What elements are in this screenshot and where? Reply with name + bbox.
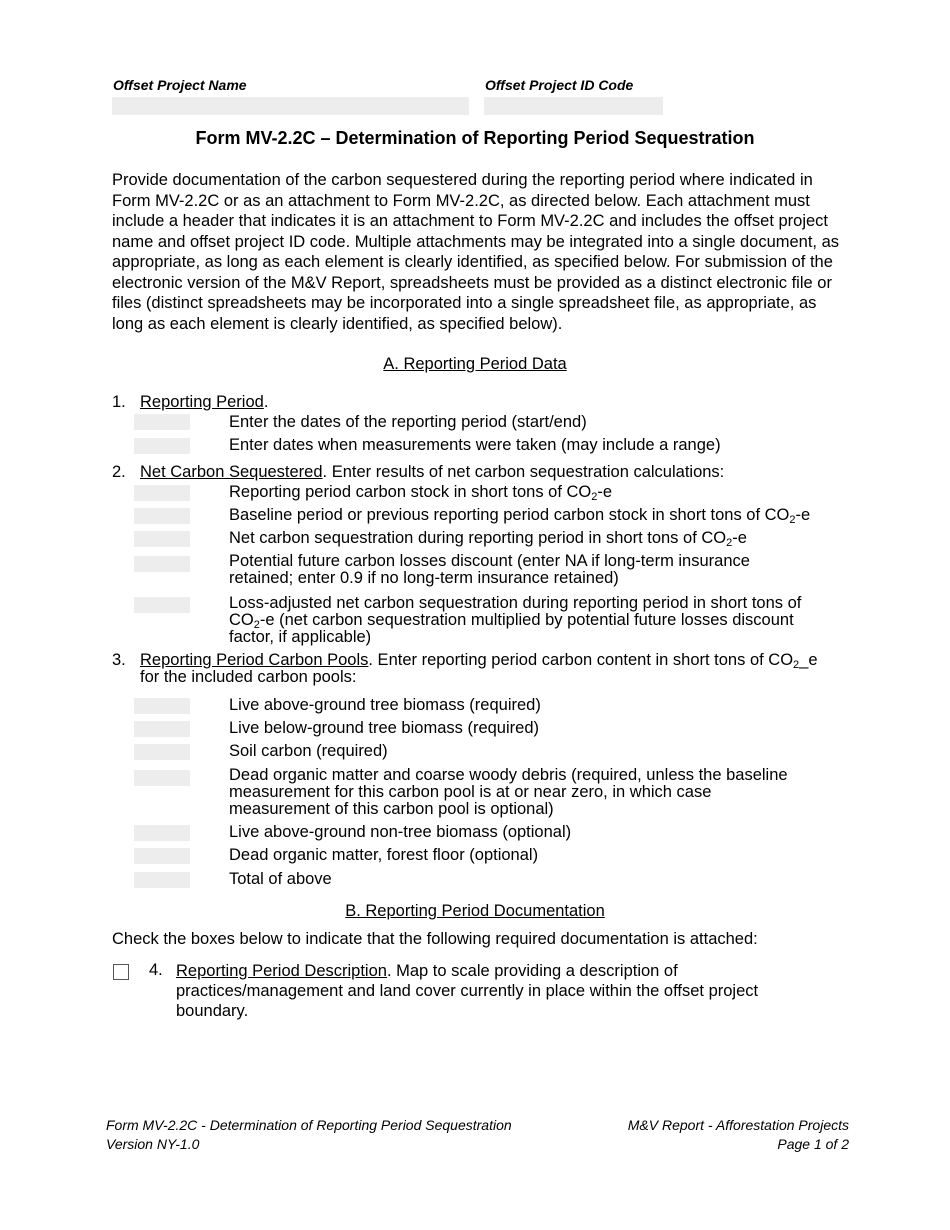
- item-2-number: 2.: [112, 463, 126, 481]
- reporting-carbon-stock-input[interactable]: [134, 485, 190, 501]
- item-1-number: 1.: [112, 393, 126, 411]
- item-1-title: Reporting Period: [140, 393, 264, 411]
- footer-page-number: Page 1 of 2: [777, 1136, 849, 1152]
- item-4-text: Reporting Period Description. Map to scale providing a description of practices/management and land cover currently in place within the offset project boundary.: [176, 962, 759, 1020]
- dead-organic-matter-label: Dead organic matter and coarse woody debris (required, unless the baseline measurement for this carbon pool is at or near zero, in which case measurement of this carbon pool is optional): [229, 766, 788, 818]
- item-2-heading: [140, 464, 724, 481]
- reporting-period-dates-label: Enter the dates of the reporting period (start/end): [229, 413, 587, 431]
- footer-form-name: Form MV-2.2C - Determination of Reporting Period Sequestration: [106, 1117, 512, 1133]
- project-id-input[interactable]: [484, 97, 663, 115]
- project-name-input[interactable]: [112, 97, 469, 115]
- item-4-checkbox[interactable]: [113, 964, 129, 980]
- footer-report-name: M&V Report - Afforestation Projects: [627, 1117, 849, 1133]
- item-4-title: Reporting Period Description: [176, 962, 387, 980]
- project-name-label: Offset Project Name: [113, 77, 247, 93]
- intro-paragraph: Provide documentation of the carbon sequestered during the reporting period where indicated in Form MV-2.2C or as an attachment to Form MV-2.2C, as directed below. Each attachment must include a header that indicates it is an attachment to Form MV-2.2C and includes the offset project name and offset project ID code. Multiple attachments may be integrated into a single document, as appropriate, as long as each element is clearly identified, as specified below. For submission of the electronic version of the M&V Report, spreadsheets must be provided as a distinct electronic file or files (distinct spreadsheets may be incorporated into a single spreadsheet file, as appropriate, as long as each element is clearly identified, as specified below).: [112, 171, 840, 333]
- section-b-heading: B. Reporting Period Documentation: [345, 902, 605, 920]
- loss-adjusted-sequestration-input[interactable]: [134, 597, 190, 613]
- below-ground-tree-biomass-label: Live below-ground tree biomass (required): [229, 719, 539, 737]
- total-label: Total of above: [229, 870, 332, 888]
- measurement-dates-input[interactable]: [134, 438, 190, 454]
- item-3-number: 3.: [112, 651, 126, 669]
- item-1-suffix: .: [263, 393, 269, 411]
- future-losses-discount-label: Potential future carbon losses discount (enter NA if long-term insurance retained; enter 0.9 if no long-term insurance retained): [229, 552, 750, 587]
- soil-carbon-label: Soil carbon (required): [229, 742, 388, 760]
- forest-floor-input[interactable]: [134, 848, 190, 864]
- item-2-title: Net Carbon Sequestered: [140, 463, 323, 481]
- above-ground-non-tree-biomass-input[interactable]: [134, 825, 190, 841]
- above-ground-tree-biomass-label: Live above-ground tree biomass (required): [229, 696, 541, 714]
- total-input[interactable]: [134, 872, 190, 888]
- net-carbon-sequestration-label: Net carbon sequestration during reporting period in short tons of $CO_2-e$: [229, 529, 747, 549]
- footer-version: Version NY-1.0: [106, 1136, 200, 1152]
- item-2-suffix: . Enter results of net carbon sequestration calculations:: [322, 463, 725, 481]
- section-a-heading: A. Reporting Period Data: [383, 355, 567, 373]
- item-3-title: Reporting Period Carbon Pools: [140, 651, 369, 669]
- footer-left: [106, 1116, 512, 1154]
- below-ground-tree-biomass-input[interactable]: [134, 721, 190, 737]
- item-1-heading: [140, 394, 268, 411]
- section-b-instruction: Check the boxes below to indicate that the following required documentation is attached:: [112, 930, 758, 948]
- above-ground-tree-biomass-input[interactable]: [134, 698, 190, 714]
- measurement-dates-label: Enter dates when measurements were taken (may include a range): [229, 436, 721, 454]
- above-ground-non-tree-biomass-label: Live above-ground non-tree biomass (optional): [229, 823, 572, 841]
- loss-adjusted-sequestration-label: Loss-adjusted net carbon sequestration during reporting period in short tons of $CO_2-e$ (net carbon sequestration multiplied by potential future losses discount factor, if applicable): [229, 594, 802, 646]
- project-id-label: Offset Project ID Code: [485, 77, 634, 93]
- reporting-carbon-stock-label: Reporting period carbon stock in short tons of $CO_2-e$: [229, 483, 613, 503]
- forest-floor-label: Dead organic matter, forest floor (optional): [229, 846, 539, 864]
- net-carbon-sequestration-input[interactable]: [134, 531, 190, 547]
- soil-carbon-input[interactable]: [134, 744, 190, 760]
- item-4-number: 4.: [149, 961, 163, 979]
- baseline-carbon-stock-label: Baseline period or previous reporting period carbon stock in short tons of $CO_2-e$: [229, 506, 811, 526]
- dead-organic-matter-input[interactable]: [134, 770, 190, 786]
- reporting-period-dates-input[interactable]: [134, 414, 190, 430]
- footer-right: [628, 1116, 849, 1154]
- baseline-carbon-stock-input[interactable]: [134, 508, 190, 524]
- form-title: Form MV-2.2C – Determination of Reporting Period Sequestration: [195, 128, 755, 148]
- item-3-heading: Reporting Period Carbon Pools. Enter reporting period carbon content in short tons of $CO_2\_e$ for the included carbon pools:: [140, 651, 818, 686]
- future-losses-discount-input[interactable]: [134, 556, 190, 572]
